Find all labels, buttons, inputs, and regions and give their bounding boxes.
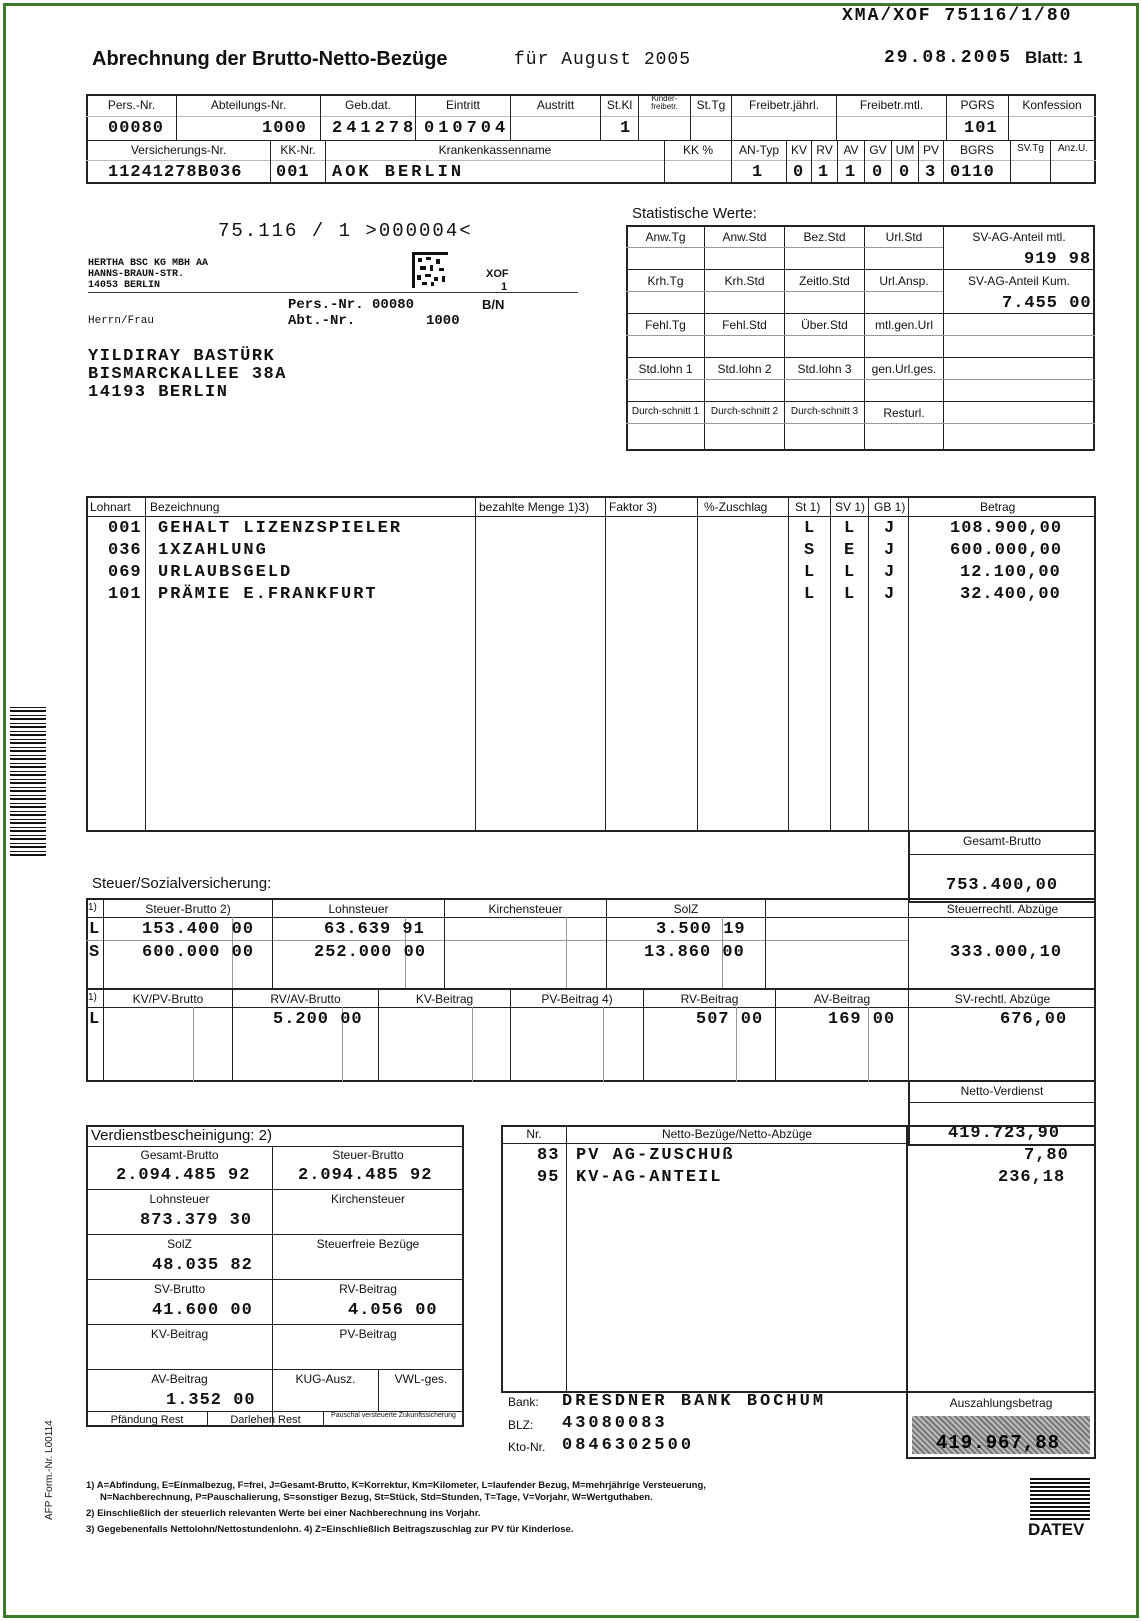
col-bezahlte-menge: bezahlte Menge 1)3) <box>479 500 590 514</box>
col-lohnart: Lohnart <box>90 500 131 514</box>
label-abteilungs-nr: Abteilungs-Nr. <box>210 98 287 112</box>
net-item-text: KV-AG-ANTEIL <box>576 1168 723 1187</box>
cert-steuer-brutto-label: Steuer-Brutto <box>332 1148 404 1162</box>
wage-betrag: 108.900,00 <box>950 519 1063 538</box>
brand: DATEV <box>1028 1520 1085 1539</box>
cert-steuerfrei-label: Steuerfreie Bezüge <box>316 1237 420 1251</box>
sv-av-beitrag: 169 00 <box>828 1010 896 1029</box>
footnote: N=Nachberechnung, P=Pauschalierung, S=sonstiger Bezug, St=Stück, Std=Stunden, T=Tage, V=Vorjahr, W=Wertguthaben. <box>100 1492 653 1503</box>
tax-col-solz: SolZ <box>673 902 699 916</box>
stat-durchschnitt-1: Durch-schnitt 1 <box>631 406 700 417</box>
cert-av-beitrag-label: AV-Beitrag <box>151 1372 208 1386</box>
earnings-certificate-title: Verdienstbescheinigung: 2) <box>91 1127 272 1144</box>
um-value: 0 <box>899 163 911 182</box>
label-eintritt: Eintritt <box>445 98 480 112</box>
wage-betrag: 32.400,00 <box>960 585 1061 604</box>
payout-label: Auszahlungsbetrag <box>949 1396 1053 1410</box>
cert-steuer-brutto-value: 2.094.485 92 <box>298 1166 433 1185</box>
tax-section-title: Steuer/Sozialversicherung: <box>92 875 272 892</box>
sv-col-kvpv-brutto: KV/PV-Brutto <box>132 992 204 1006</box>
tax-brutto: 153.400 00 <box>142 920 255 939</box>
net-amounts-box <box>906 1125 1096 1393</box>
stat-sv-ag-mtl-value: 919 98 <box>1024 250 1092 269</box>
datev-logo-icon <box>1030 1478 1090 1520</box>
net-item-value: 236,18 <box>998 1168 1066 1187</box>
col-gb: GB 1) <box>874 500 906 514</box>
cert-rv-beitrag-value: 4.056 00 <box>348 1301 438 1320</box>
col-st: St 1) <box>795 500 821 514</box>
wage-gb: J <box>884 541 896 560</box>
cert-gesamt-brutto-label: Gesamt-Brutto <box>140 1148 219 1162</box>
document-date: 29.08.2005 <box>884 48 1013 68</box>
kk-nr-value: 001 <box>276 163 310 182</box>
wage-st: L <box>804 585 816 604</box>
side-barcode-icon <box>10 706 46 856</box>
wage-bez: 1XZAHLUNG <box>158 541 268 560</box>
kk-name-value: AOK BERLIN <box>332 163 465 182</box>
gross-total-label: Gesamt-Brutto <box>962 834 1042 848</box>
label-kk-nr: KK-Nr. <box>280 143 316 157</box>
divider <box>86 160 1096 161</box>
wage-nr: 069 <box>108 563 142 582</box>
stat-sv-ag-mtl-label: SV-AG-Anteil mtl. <box>972 230 1066 244</box>
employer-line: HANNS-BRAUN-STR. <box>88 269 185 280</box>
cert-lohnsteuer-label: Lohnsteuer <box>149 1192 210 1206</box>
recipient-city: 14193 BERLIN <box>88 383 229 402</box>
sv-col-rv-beitrag: RV-Beitrag <box>680 992 739 1006</box>
bank-name: DRESDNER BANK BOCHUM <box>562 1392 827 1411</box>
cert-solz-label: SolZ <box>167 1237 192 1251</box>
net-col-label: Netto-Bezüge/Netto-Abzüge <box>661 1127 813 1141</box>
stat-durchschnitt-2: Durch-schnitt 2 <box>710 406 779 417</box>
footnote: 2) Einschließlich der steuerlich relevanten Werte bei einer Nachberechnung ins Vorjahr. <box>86 1508 481 1519</box>
stat-url-ansp: Url.Ansp. <box>879 274 929 288</box>
statistics-title: Statistische Werte: <box>632 205 757 222</box>
wage-gb: J <box>884 585 896 604</box>
gross-total-value: 753.400,00 <box>946 876 1059 895</box>
abt-nr-address: 1000 <box>426 313 460 329</box>
cert-kv-beitrag-label: KV-Beitrag <box>150 1327 209 1341</box>
label-an-typ: AN-Typ <box>738 143 779 157</box>
cert-lohnsteuer-value: 873.379 30 <box>140 1211 253 1230</box>
cert-rv-beitrag-label: RV-Beitrag <box>339 1282 397 1296</box>
stat-krh-std: Krh.Std <box>724 274 765 288</box>
sv-col-key: 1) <box>88 992 97 1003</box>
cert-kug-label: KUG-Ausz. <box>295 1372 356 1386</box>
divider <box>86 140 1096 141</box>
net-items-box <box>501 1125 908 1393</box>
gebdat-value: 241278 <box>332 119 418 138</box>
label-pers-nr: Pers.-Nr. <box>107 98 156 112</box>
sv-col-rvav-brutto: RV/AV-Brutto <box>270 992 341 1006</box>
col-bezeichnung: Bezeichnung <box>150 500 220 514</box>
cert-zukunftssicherung-label: Pauschal versteuerte Zukunftssicherung <box>331 1412 456 1419</box>
stat-resturl: Resturl. <box>883 406 925 420</box>
stat-gen-url-ges: gen.Url.ges. <box>871 362 937 376</box>
employer-line: 14053 BERLIN <box>88 280 161 291</box>
label-sv-tg: SV.Tg <box>1017 143 1044 154</box>
stat-krh-tg: Krh.Tg <box>647 274 684 288</box>
kto-value: 0846302500 <box>562 1436 695 1455</box>
cert-pv-beitrag-label: PV-Beitrag <box>339 1327 397 1341</box>
wage-nr: 001 <box>108 519 142 538</box>
av-value: 1 <box>845 163 857 182</box>
net-income-label: Netto-Verdienst <box>960 1084 1044 1098</box>
net-income-value: 419.723,90 <box>948 1124 1061 1143</box>
tax-solz: 13.860 00 <box>644 943 745 962</box>
label-konfession: Konfession <box>1022 98 1082 112</box>
stat-std-lohn-1: Std.lohn 1 <box>638 362 693 376</box>
xof-label: XOF <box>486 268 509 280</box>
net-item-nr: 83 <box>537 1146 560 1165</box>
tax-lohnsteuer: 63.639 91 <box>324 920 425 939</box>
wage-st: S <box>804 541 816 560</box>
tax-key: L <box>89 920 101 939</box>
net-item-value: 7,80 <box>1024 1146 1069 1165</box>
recipient-street: BISMARCKALLEE 38A <box>88 365 287 384</box>
sv-rv-beitrag: 507 00 <box>696 1010 764 1029</box>
stat-sv-ag-kum-label: SV-AG-Anteil Kum. <box>967 274 1071 288</box>
salutation: Herrn/Frau <box>88 315 155 327</box>
tax-abzuege-value: 333.000,10 <box>950 943 1063 962</box>
stat-url-std: Url.Std <box>885 230 923 244</box>
label-bgrs: BGRS <box>959 143 994 157</box>
rv-value: 1 <box>818 163 830 182</box>
cert-darlehen-label: Darlehen Rest <box>230 1414 301 1426</box>
label-krankenkassenname: Krankenkassenname <box>438 143 552 157</box>
wage-sv: L <box>844 563 856 582</box>
kv-value: 0 <box>793 163 805 182</box>
tax-key: S <box>89 943 101 962</box>
label-versicherungs-nr: Versicherungs-Nr. <box>130 143 227 157</box>
sv-col-kv-beitrag: KV-Beitrag <box>415 992 474 1006</box>
label-st-kl: St.Kl <box>606 98 633 112</box>
sv-key: L <box>89 1010 101 1029</box>
cert-gesamt-brutto-value: 2.094.485 92 <box>116 1166 251 1185</box>
label-austritt: Austritt <box>536 98 575 112</box>
wage-betrag: 12.100,00 <box>960 563 1061 582</box>
wage-bez: GEHALT LIZENZSPIELER <box>158 519 403 538</box>
payout-value: 419.967,88 <box>936 1432 1061 1454</box>
pers-nr-address: Pers.-Nr. 00080 <box>288 297 415 313</box>
eintritt-value: 010704 <box>424 119 510 138</box>
tax-brutto: 600.000 00 <box>142 943 255 962</box>
period: für August 2005 <box>514 50 692 70</box>
bank-label: Bank: <box>508 1395 539 1409</box>
vers-nr-value: 11241278B036 <box>108 163 243 182</box>
tax-col-abzuege: Steuerrechtl. Abzüge <box>946 902 1059 916</box>
sheet-number: Blatt: 1 <box>1025 48 1083 67</box>
stat-sv-ag-kum-value: 7.455 00 <box>1002 294 1092 313</box>
label-gv: GV <box>869 143 887 157</box>
stat-mtl-gen-url: mtl.gen.Url <box>874 318 933 332</box>
stat-bez-std: Bez.Std <box>803 230 846 244</box>
stat-durchschnitt-3: Durch-schnitt 3 <box>790 406 859 417</box>
net-item-text: PV AG-ZUSCHUß <box>576 1146 735 1165</box>
label-anz-u: Anz.U. <box>1057 143 1088 154</box>
stat-fehl-std: Fehl.Std <box>722 318 767 332</box>
net-item-nr: 95 <box>537 1168 560 1187</box>
stat-ueber-std: Über.Std <box>801 318 848 332</box>
divider <box>86 116 1096 117</box>
sv-abzuege-value: 676,00 <box>1000 1010 1068 1029</box>
cert-pfaendung-label: Pfändung Rest <box>110 1414 184 1426</box>
employer-line: HERTHA BSC KG MBH AA <box>88 258 209 269</box>
abt-nr-label: Abt.-Nr. <box>288 313 356 329</box>
col-sv: SV 1) <box>835 500 866 514</box>
stat-fehl-tg: Fehl.Tg <box>645 318 686 332</box>
reference-number: 75.116 / 1 >000004< <box>218 220 473 242</box>
label-kk-prozent: KK % <box>682 143 713 157</box>
wage-sv: L <box>844 585 856 604</box>
xof-number: 1 <box>501 281 508 293</box>
bn-label: B/N <box>482 297 505 312</box>
cert-solz-value: 48.035 82 <box>152 1256 253 1275</box>
sv-rvav-brutto: 5.200 00 <box>273 1010 363 1029</box>
form-number: AFP Form.-Nr. L00114 <box>44 1420 55 1520</box>
label-freibetr-jaehrl: Freibetr.jährl. <box>748 98 820 112</box>
stat-zeitlo-std: Zeitlo.Std <box>799 274 850 288</box>
stat-anw-std: Anw.Std <box>722 230 767 244</box>
tax-col-lohnsteuer: Lohnsteuer <box>328 902 389 916</box>
label-pgrs: PGRS <box>960 98 995 112</box>
tax-col-kirchensteuer: Kirchensteuer <box>488 902 563 916</box>
wage-st: L <box>804 563 816 582</box>
wage-sv: L <box>844 519 856 538</box>
document-code: XMA/XOF 75116/1/80 <box>842 6 1073 26</box>
pgrs-value: 101 <box>964 119 998 138</box>
label-rv: RV <box>816 143 833 157</box>
tax-lohnsteuer: 252.000 00 <box>314 943 427 962</box>
wage-st: L <box>804 519 816 538</box>
label-freibetr-mtl: Freibetr.mtl. <box>859 98 924 112</box>
cert-av-beitrag-value: 1.352 00 <box>166 1391 256 1410</box>
cert-sv-brutto-label: SV-Brutto <box>153 1282 206 1296</box>
label-pv: PV <box>922 143 939 157</box>
wage-gb: J <box>884 519 896 538</box>
barcode-2d-icon <box>412 252 448 288</box>
tax-solz: 3.500 19 <box>656 920 746 939</box>
page-title: Abrechnung der Brutto-Netto-Bezüge <box>92 48 448 70</box>
pers-nr-value: 00080 <box>108 119 165 138</box>
kto-label: Kto-Nr. <box>508 1440 546 1454</box>
blz-label: BLZ: <box>508 1418 534 1432</box>
label-kv: KV <box>790 143 807 157</box>
wage-bez: PRÄMIE E.FRANKFURT <box>158 585 378 604</box>
an-typ-value: 1 <box>752 163 764 182</box>
stat-anw-tg: Anw.Tg <box>645 230 686 244</box>
footnote: 1) A=Abfindung, E=Einmalbezug, F=frei, J=Gesamt-Brutto, K=Korrektur, Km=Kilometer, L=laufender Bezug, M=mehrjährige Versteuerung, <box>86 1480 706 1491</box>
wage-nr: 101 <box>108 585 142 604</box>
blz-value: 43080083 <box>562 1414 668 1433</box>
label-geb-dat: Geb.dat. <box>344 98 392 112</box>
sv-col-av-beitrag: AV-Beitrag <box>813 992 871 1006</box>
wage-gb: J <box>884 563 896 582</box>
recipient-address <box>88 348 287 402</box>
footnote: 3) Gegebenenfalls Nettolohn/Nettostundenlohn. 4) Z=Einschließlich Beitragszuschlag zur PV für Kinderlose. <box>86 1524 574 1535</box>
pv-value: 3 <box>925 163 937 182</box>
gv-value: 0 <box>872 163 884 182</box>
tax-col-key: 1) <box>88 902 97 913</box>
wage-sv: E <box>844 541 856 560</box>
col-faktor: Faktor 3) <box>609 500 658 514</box>
wage-betrag: 600.000,00 <box>950 541 1063 560</box>
col-zuschlag: %-Zuschlag <box>704 500 768 514</box>
cert-kirchensteuer-label: Kirchensteuer <box>330 1192 406 1206</box>
tax-col-steuer-brutto: Steuer-Brutto 2) <box>145 902 231 916</box>
stat-std-lohn-3: Std.lohn 3 <box>797 362 852 376</box>
cert-vwl-label: VWL-ges. <box>394 1372 448 1386</box>
abt-nr-value: 1000 <box>262 119 307 138</box>
cert-sv-brutto-value: 41.600 00 <box>152 1301 253 1320</box>
wage-nr: 036 <box>108 541 142 560</box>
label-st-tg: St.Tg <box>696 98 726 112</box>
recipient-name: YILDIRAY BASTÜRK <box>88 347 276 366</box>
wage-bez: URLAUBSGELD <box>158 563 293 582</box>
col-betrag: Betrag <box>980 500 1016 514</box>
sv-col-abzuege: SV-rechtl. Abzüge <box>954 992 1051 1006</box>
sv-col-pv-beitrag: PV-Beitrag 4) <box>541 992 613 1006</box>
stat-std-lohn-2: Std.lohn 2 <box>717 362 772 376</box>
bgrs-value: 0110 <box>950 163 995 182</box>
net-col-nr: Nr. <box>526 1127 542 1141</box>
label-kinderfreibetrag: Kinder-freibetr. <box>651 95 678 111</box>
label-um: UM <box>895 143 915 157</box>
label-av: AV <box>843 143 859 157</box>
stkl-value: 1 <box>620 119 632 138</box>
employer-address <box>88 258 208 291</box>
